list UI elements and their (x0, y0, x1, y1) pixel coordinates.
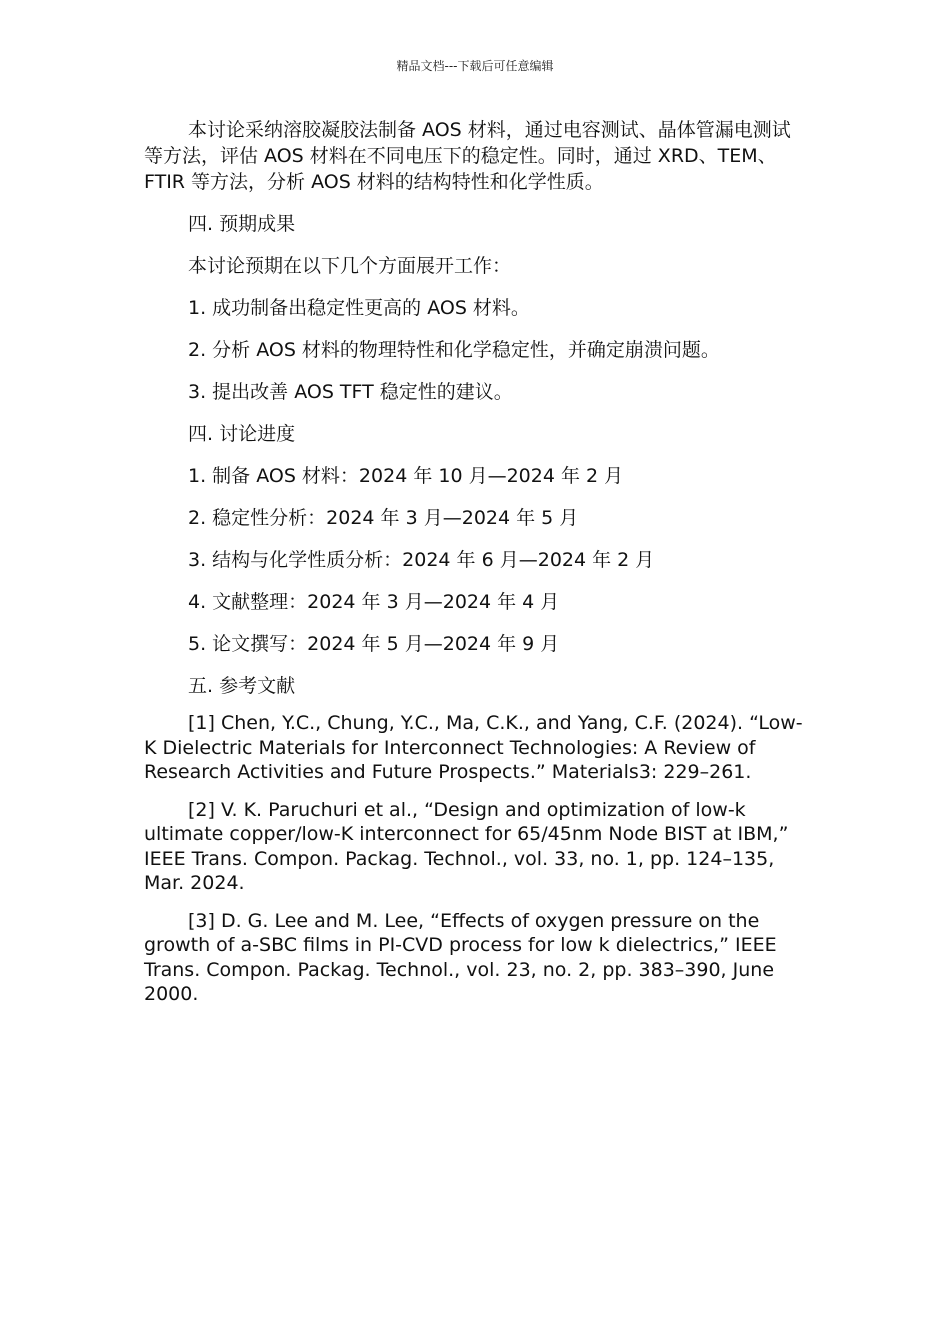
expected-results-intro: 本讨论预期在以下几个方面展开工作： (188, 255, 512, 277)
expected-result-item: 3. 提出改善 AOS TFT 稳定性的建议。 (188, 381, 513, 403)
expected-result-item: 1. 成功制备出稳定性更高的 AOS 材料。 (188, 297, 530, 319)
schedule-item: 1. 制备 AOS 材料：2024 年 10 月—2024 年 2 月 (188, 465, 624, 487)
reference-item: [1] Chen, Y.C., Chung, Y.C., Ma, C.K., and Yang, C.F. (2024). “Low-K Dielectric Materials for Interconnect Technologies: A Review of Research Activities and Future Prospects.” Materials3: 229–261. (144, 712, 803, 783)
page-header: 精品文档---下载后可任意编辑 (396, 59, 554, 73)
schedule-item: 4. 文献整理：2024 年 3 月—2024 年 4 月 (188, 591, 560, 613)
schedule-item: 2. 稳定性分析：2024 年 3 月—2024 年 5 月 (188, 507, 579, 529)
expected-result-item: 2. 分析 AOS 材料的物理特性和化学稳定性，并确定崩溃问题。 (188, 339, 720, 361)
reference-item: [3] D. G. Lee and M. Lee, “Effects of oxygen pressure on the growth of a-SBC films in PI-CVD process for low k dielectrics,” IEEE Trans. Compon. Packag. Technol., vol. 23, no. 2, pp. 383–390, June 2000. (144, 909, 777, 1005)
reference-item: [2] V. K. Paruchuri et al., “Design and optimization of low-k ultimate copper/low-K interconnect for 65/45nm Node BIST at IBM,” IEEE Trans. Compon. Packag. Technol., vol. 33, no. 1, pp. 124–135, Mar. 2024. (144, 798, 789, 894)
schedule-item: 5. 论文撰写：2024 年 5 月—2024 年 9 月 (188, 633, 560, 655)
document-body (144, 117, 806, 1007)
schedule-item: 3. 结构与化学性质分析：2024 年 6 月—2024 年 2 月 (188, 549, 655, 571)
intro-paragraph: 本讨论采纳溶胶凝胶法制备 AOS 材料，通过电容测试、晶体管漏电测试等方法，评估 AOS 材料在不同电压下的稳定性。同时，通过 XRD、TEM、FTIR 等方法，分析 AOS 材料的结构特性和化学性质。 (144, 119, 791, 193)
schedule-heading: 四. 讨论进度 (188, 423, 296, 445)
expected-results-heading: 四. 预期成果 (188, 213, 296, 235)
references-heading: 五. 参考文献 (188, 675, 296, 697)
